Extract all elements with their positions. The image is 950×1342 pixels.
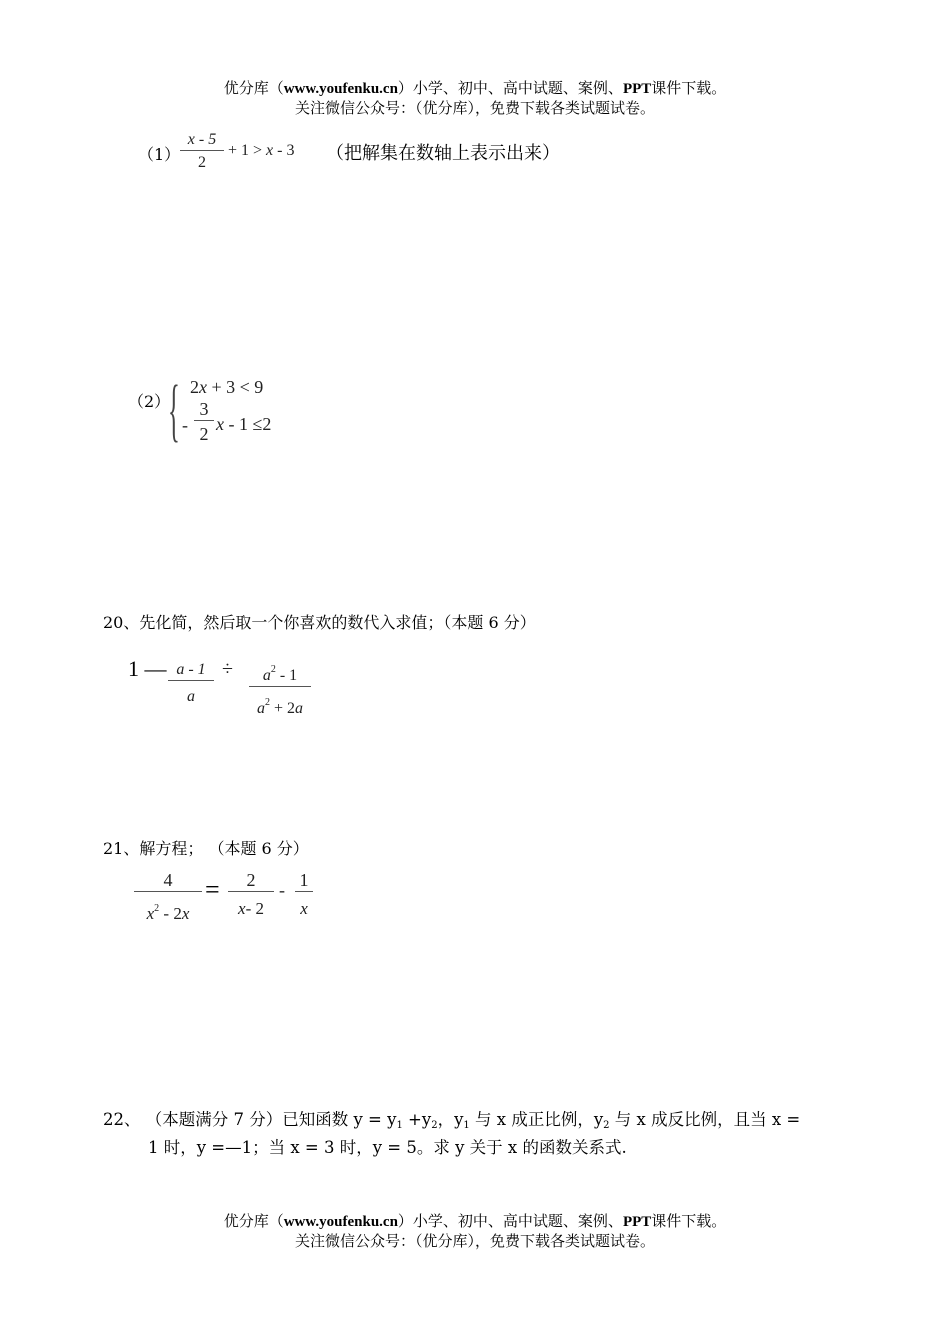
fraction-denominator: 2 bbox=[199, 424, 209, 444]
fraction-denominator: $x^2 - 2x$ bbox=[146, 903, 190, 923]
q21-fraction-3 bbox=[295, 869, 313, 920]
q19-part2-line2-rest: x - 1 ≤2 bbox=[216, 414, 272, 434]
fraction-denominator: 2 bbox=[198, 154, 206, 171]
q20-fraction-1 bbox=[168, 660, 214, 707]
fraction-denominator: x- 2 bbox=[238, 899, 264, 918]
page-header-line1: 优分库（www.youfenku.cn）小学、初中、高中试题、案例、PPT课件下载。 bbox=[223, 79, 727, 97]
page-footer-line1: 优分库（www.youfenku.cn）小学、初中、高中试题、案例、PPT课件下载。 bbox=[223, 1212, 727, 1230]
q22-line2: 1 时，y =—1；当 x = 3 时，y = 5。求 y 关于 x 的函数关系式. bbox=[148, 1138, 627, 1157]
q21-fraction-2 bbox=[228, 869, 274, 920]
q21-fraction-1 bbox=[134, 869, 202, 925]
fraction-bar bbox=[194, 420, 214, 421]
q20-title: 20、先化简，然后取一个你喜欢的数代入求值；（本题 6 分） bbox=[103, 613, 536, 632]
q19-part1-fraction bbox=[180, 130, 224, 173]
q19-part2-fraction bbox=[194, 398, 214, 445]
q19-part2-label: （2） bbox=[128, 392, 171, 411]
fraction-numerator: $a^2 - 1$ bbox=[262, 664, 298, 684]
page-footer-line2: 关注微信公众号：（优分库），免费下载各类试题试卷。 bbox=[294, 1232, 655, 1250]
fraction-bar bbox=[249, 686, 311, 687]
minus-sign: - bbox=[279, 880, 285, 900]
q22-line1: 22、 （本题满分 7 分）已知函数 $y = y_1 +y_2$，$y_1$ 与 x 成正比例，$y_2$ 与 x 成反比例，且当 x = bbox=[103, 1110, 801, 1131]
header-site-link: www.youfenku.cn bbox=[283, 81, 398, 97]
q19-part2-line1: 2x + 3 < 9 bbox=[190, 377, 264, 397]
page-header-line2: 关注微信公众号：（优分库），免费下载各类试题试卷。 bbox=[294, 99, 655, 117]
fraction-numerator: 4 bbox=[163, 870, 173, 890]
fraction-numerator: 2 bbox=[246, 870, 256, 890]
fraction-bar bbox=[295, 891, 313, 892]
fraction-numerator: a - 1 bbox=[176, 661, 206, 678]
system-brace: { bbox=[168, 372, 180, 449]
fraction-bar bbox=[228, 891, 274, 892]
q19-part1-inequality-rest: + 1 > x - 3 bbox=[228, 142, 295, 159]
fraction-denominator: x bbox=[300, 899, 308, 918]
q19-part1-label: （1） bbox=[138, 145, 181, 164]
q20-one-minus: 1 — bbox=[128, 656, 167, 681]
footer-site-link: www.youfenku.cn bbox=[283, 1214, 398, 1230]
fraction-bar bbox=[180, 150, 224, 151]
fraction-numerator: x - 5 bbox=[187, 131, 217, 148]
fraction-denominator: $a^2 + 2a$ bbox=[256, 697, 304, 717]
fraction-bar bbox=[168, 680, 214, 681]
q19-part1-note: （把解集在数轴上表示出来） bbox=[326, 143, 560, 164]
equals-sign: = bbox=[205, 875, 220, 904]
q20-fraction-2 bbox=[249, 660, 311, 719]
division-sign: ÷ bbox=[222, 658, 233, 680]
fraction-numerator: 3 bbox=[199, 399, 209, 419]
fraction-bar bbox=[134, 891, 202, 892]
fraction-numerator: 1 bbox=[299, 870, 309, 890]
q21-title: 21、解方程； （本题 6 分） bbox=[103, 839, 309, 858]
q19-part2-line2-minus: - bbox=[182, 415, 188, 435]
fraction-denominator: a bbox=[187, 688, 195, 705]
